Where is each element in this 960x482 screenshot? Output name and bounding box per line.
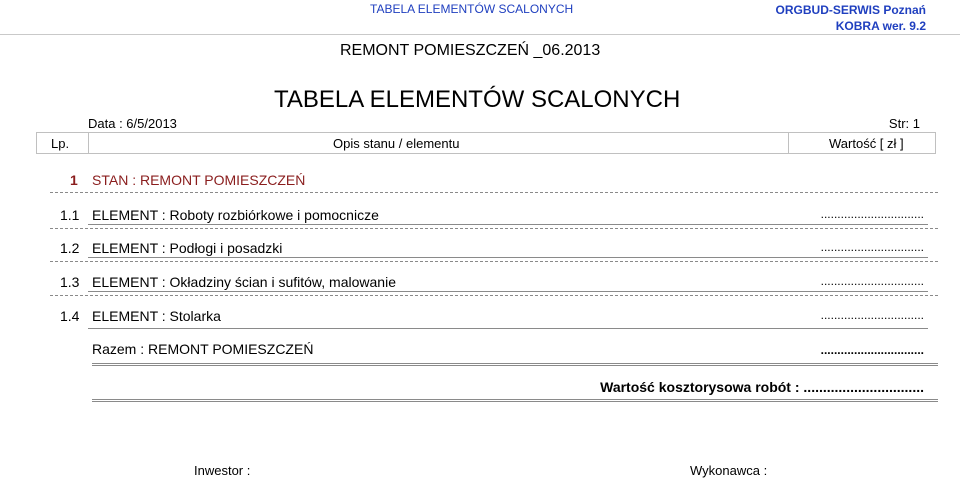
- total-double-rule: [92, 399, 938, 402]
- row-underline: [88, 224, 928, 225]
- razem-value: ...............................: [820, 343, 924, 357]
- row-underline: [88, 257, 928, 258]
- row-label: ELEMENT : Roboty rozbiórkowe i pomocnicze: [92, 207, 379, 223]
- page-number: Str: 1: [888, 116, 920, 131]
- row-divider: [50, 192, 938, 193]
- row-number: 1.4: [60, 308, 80, 324]
- row-divider: [50, 228, 938, 229]
- investor-signature-label: Inwestor :: [194, 463, 251, 478]
- row-label: ELEMENT : Stolarka: [92, 308, 221, 324]
- row-number: 1.3: [60, 274, 80, 290]
- header-doc-name: TABELA ELEMENTÓW SCALONYCH: [370, 2, 574, 16]
- row-label: ELEMENT : Podłogi i posadzki: [92, 240, 283, 256]
- row-number: 1.1: [60, 207, 80, 223]
- header-desc: Opis stanu / elementu: [333, 136, 460, 151]
- row-underline: [88, 291, 928, 292]
- row-value: ...............................: [820, 240, 924, 254]
- row-underline: [88, 328, 928, 329]
- stan-label: STAN : REMONT POMIESZCZEŃ: [92, 172, 306, 188]
- document-title: TABELA ELEMENTÓW SCALONYCH: [274, 86, 681, 113]
- row-divider: [50, 261, 938, 262]
- row-value: ...............................: [820, 207, 924, 221]
- razem-double-rule: [92, 363, 938, 366]
- row-divider: [50, 295, 938, 296]
- row-label: ELEMENT : Okładziny ścian i sufitów, malowanie: [92, 274, 396, 290]
- total-value-line: Wartość kosztorysowa robót : ...............................: [600, 379, 924, 395]
- row-value: ...............................: [820, 274, 924, 288]
- header-value: Wartość [ zł ]: [829, 136, 904, 151]
- contractor-signature-label: Wykonawca :: [690, 463, 768, 478]
- document-date: Data : 6/5/2013: [88, 116, 177, 131]
- row-number: 1.2: [60, 240, 80, 256]
- program-version: KOBRA wer. 9.2: [835, 19, 926, 33]
- header-divider: [0, 34, 960, 35]
- company-name: ORGBUD-SERWIS Poznań: [775, 3, 926, 17]
- stan-number: 1: [70, 172, 78, 188]
- header-lp: Lp.: [51, 136, 70, 151]
- row-value: ...............................: [820, 308, 924, 322]
- table-header: [36, 132, 936, 154]
- document-subtitle: REMONT POMIESZCZEŃ _06.2013: [340, 42, 601, 59]
- razem-label: Razem : REMONT POMIESZCZEŃ: [92, 341, 314, 357]
- header-company-block: [776, 2, 926, 34]
